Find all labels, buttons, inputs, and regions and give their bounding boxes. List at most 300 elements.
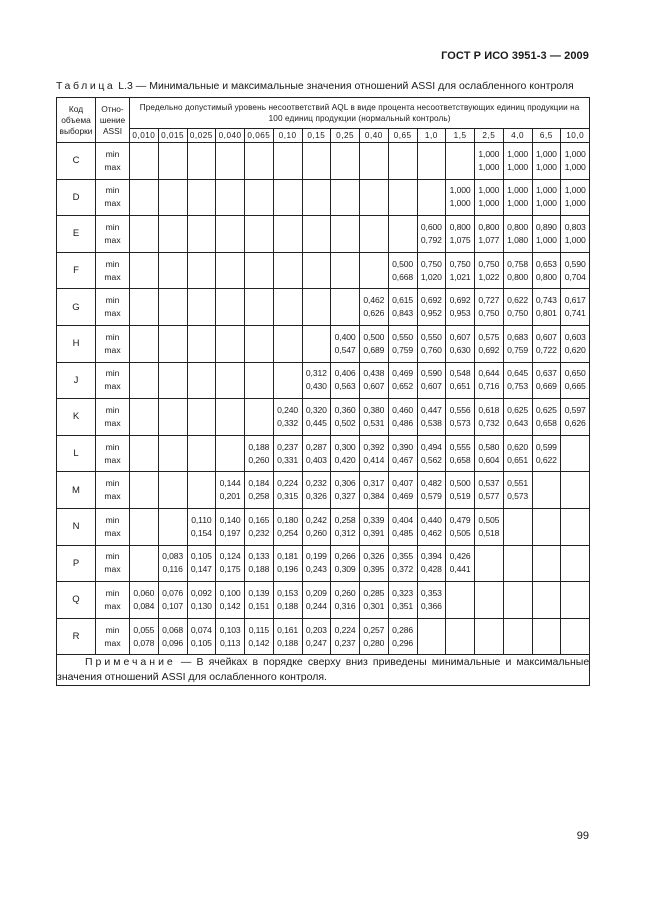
value-cell [216, 435, 245, 472]
max-value: 0,652 [392, 381, 414, 392]
value-cell [302, 289, 331, 326]
value-cell [187, 582, 216, 619]
max-value: 0,801 [535, 308, 557, 319]
min-value: 0,550 [392, 331, 414, 342]
max-value: 1,000 [478, 161, 500, 172]
max-value: 0,237 [334, 637, 356, 648]
min-max-cell [96, 143, 130, 180]
value-cell [187, 435, 216, 472]
min-value: 0,144 [219, 478, 241, 489]
min-value: 0,407 [392, 478, 414, 489]
value-cell [417, 216, 446, 253]
value-cell [532, 325, 561, 362]
min-value: 0,110 [191, 514, 212, 525]
min-value: 0,551 [507, 478, 529, 489]
value-cell [302, 618, 331, 655]
value-cell [475, 582, 504, 619]
min-max-cell [96, 545, 130, 582]
min-value: 0,115 [248, 624, 270, 635]
min-value: 0,188 [248, 441, 270, 452]
value-cell [446, 472, 475, 509]
value-cell [532, 582, 561, 619]
value-cell [302, 216, 331, 253]
max-value: 0,372 [392, 564, 414, 575]
max-value: 0,116 [162, 564, 183, 575]
value-cell [158, 472, 187, 509]
max-value: 0,658 [535, 417, 557, 428]
min-value: 0,323 [392, 587, 414, 598]
min-value: 0,068 [162, 624, 184, 635]
value-cell [273, 508, 302, 545]
value-cell [130, 582, 159, 619]
max-value: 0,750 [478, 308, 500, 319]
value-cell [245, 435, 274, 472]
value-cell [561, 289, 590, 326]
min-value: 0,394 [420, 551, 442, 562]
value-cell [446, 362, 475, 399]
min-value: 0,257 [363, 624, 385, 635]
value-cell [475, 399, 504, 436]
max-value: 0,280 [363, 637, 385, 648]
min-value: 0,548 [449, 368, 471, 379]
min-value: 0,479 [449, 514, 471, 525]
min-value: 0,404 [392, 514, 414, 525]
max-value: 0,258 [248, 491, 270, 502]
value-cell [216, 618, 245, 655]
min-value: 0,237 [277, 441, 299, 452]
value-cell [360, 143, 389, 180]
table-row [57, 289, 590, 326]
max-value: 0,232 [248, 527, 270, 538]
max-value: 0,759 [392, 344, 414, 355]
value-cell [503, 289, 532, 326]
value-cell [417, 362, 446, 399]
caption-text: L.3 — Минимальные и максимальные значения отношений ASSI для ослабленного контроля [115, 80, 574, 92]
value-cell [216, 252, 245, 289]
min-max-cell [96, 618, 130, 655]
max-label: max [104, 637, 121, 648]
value-cell [273, 545, 302, 582]
value-cell [417, 618, 446, 655]
max-value: 0,326 [305, 491, 327, 502]
min-value: 0,644 [478, 368, 500, 379]
min-value: 1,000 [564, 148, 586, 159]
value-cell [388, 252, 417, 289]
max-value: 0,604 [478, 454, 500, 465]
min-value: 0,092 [190, 587, 212, 598]
sample-code-cell: Q [57, 582, 96, 619]
min-value: 0,625 [507, 404, 529, 415]
value-cell [532, 289, 561, 326]
value-cell [446, 435, 475, 472]
value-cell [273, 582, 302, 619]
value-cell [158, 143, 187, 180]
table-row [57, 362, 590, 399]
max-value: 0,316 [334, 600, 356, 611]
value-cell [475, 252, 504, 289]
value-cell [158, 399, 187, 436]
max-value: 0,792 [420, 234, 442, 245]
min-value: 0,380 [363, 404, 385, 415]
value-cell [245, 545, 274, 582]
value-cell [388, 472, 417, 509]
table-row [57, 435, 590, 472]
max-value: 1,000 [564, 198, 586, 209]
value-cell [417, 143, 446, 180]
value-cell [475, 435, 504, 472]
table-row [57, 582, 590, 619]
header-aql: Предельно допустимый уровень несоответствий AQL в виде процента несоответствующих единиц продукции на 100 единиц продукции (нормальный контроль) [130, 98, 590, 129]
caption-label: Таблица [56, 80, 116, 92]
min-value: 0,653 [535, 258, 557, 269]
min-value: 1,000 [478, 185, 500, 196]
value-cell [273, 289, 302, 326]
value-cell [302, 362, 331, 399]
min-value: 0,625 [535, 404, 557, 415]
value-cell [331, 216, 360, 253]
max-label: max [104, 600, 121, 611]
value-cell [446, 545, 475, 582]
max-value: 0,384 [363, 491, 385, 502]
max-value: 0,312 [334, 527, 356, 538]
value-cell [561, 362, 590, 399]
min-max-cell [96, 399, 130, 436]
value-cell [158, 582, 187, 619]
max-label: max [104, 527, 121, 538]
assi-table [56, 97, 590, 686]
min-value: 0,618 [478, 404, 500, 415]
value-cell [417, 508, 446, 545]
value-cell [130, 508, 159, 545]
min-value: 1,000 [507, 148, 529, 159]
min-value: 0,692 [449, 295, 471, 306]
value-cell [475, 472, 504, 509]
value-cell [388, 179, 417, 216]
value-cell [130, 472, 159, 509]
value-cell [417, 179, 446, 216]
min-value: 0,556 [449, 404, 471, 415]
max-value: 0,445 [305, 417, 327, 428]
value-cell [245, 179, 274, 216]
table-row [57, 472, 590, 509]
min-value: 0,083 [162, 551, 184, 562]
note-label: Примечание [85, 656, 176, 669]
max-value: 0,147 [190, 564, 212, 575]
value-cell [331, 472, 360, 509]
min-value: 0,683 [507, 331, 529, 342]
max-label: max [104, 564, 121, 575]
max-value: 0,395 [363, 564, 385, 575]
min-value: 0,074 [190, 624, 212, 635]
value-cell [302, 472, 331, 509]
value-cell [532, 435, 561, 472]
value-cell [273, 179, 302, 216]
min-value: 0,600 [420, 221, 442, 232]
max-value: 0,315 [277, 491, 299, 502]
aql-header-cell: 4,0 [503, 129, 532, 143]
max-value: 0,151 [248, 600, 270, 611]
max-label: max [104, 381, 121, 392]
min-max-cell [96, 325, 130, 362]
min-label: min [105, 148, 120, 159]
min-value: 0,426 [449, 551, 471, 562]
table-row [57, 216, 590, 253]
max-value: 0,414 [363, 454, 385, 465]
value-cell [302, 252, 331, 289]
min-value: 0,750 [420, 258, 442, 269]
value-cell [446, 508, 475, 545]
max-value: 0,519 [449, 491, 471, 502]
min-value: 1,000 [507, 185, 529, 196]
value-cell [273, 143, 302, 180]
min-value: 0,153 [277, 587, 299, 598]
max-value: 0,188 [277, 637, 299, 648]
min-value: 0,287 [305, 441, 327, 452]
max-value: 0,689 [363, 344, 385, 355]
value-cell [561, 399, 590, 436]
value-cell [302, 325, 331, 362]
value-cell [561, 618, 590, 655]
min-value: 0,622 [507, 295, 529, 306]
min-value: 0,599 [535, 441, 557, 452]
table-row [57, 143, 590, 180]
max-value: 0,260 [305, 527, 327, 538]
min-value: 0,285 [363, 587, 385, 598]
value-cell [130, 618, 159, 655]
max-value: 0,753 [507, 381, 529, 392]
min-value: 0,300 [334, 441, 356, 452]
value-cell [331, 362, 360, 399]
min-value: 0,199 [305, 551, 327, 562]
max-value: 0,579 [420, 491, 442, 502]
min-value: 0,180 [277, 514, 299, 525]
value-cell [417, 325, 446, 362]
value-cell [503, 435, 532, 472]
min-value: 0,339 [363, 514, 385, 525]
min-value: 0,615 [392, 295, 414, 306]
value-cell [360, 216, 389, 253]
value-cell [388, 399, 417, 436]
min-value: 0,224 [334, 624, 356, 635]
min-value: 0,750 [478, 258, 500, 269]
min-label: min [105, 185, 120, 196]
value-cell [245, 472, 274, 509]
value-cell [475, 216, 504, 253]
value-cell [417, 399, 446, 436]
max-value: 0,651 [507, 454, 529, 465]
max-value: 1,075 [449, 234, 471, 245]
value-cell [302, 399, 331, 436]
max-value: 0,201 [219, 491, 241, 502]
max-value: 0,244 [305, 600, 327, 611]
min-value: 0,597 [564, 404, 586, 415]
sample-code-cell: R [57, 618, 96, 655]
value-cell [503, 545, 532, 582]
max-value: 0,759 [507, 344, 529, 355]
value-cell [187, 545, 216, 582]
max-value: 0,247 [305, 637, 327, 648]
max-value: 0,563 [334, 381, 356, 392]
max-value: 0,573 [507, 491, 529, 502]
value-cell [216, 179, 245, 216]
sample-code-cell: J [57, 362, 96, 399]
value-cell [216, 325, 245, 362]
max-value: 0,800 [535, 271, 557, 282]
value-cell [388, 508, 417, 545]
max-value: 1,000 [507, 198, 529, 209]
value-cell [130, 216, 159, 253]
max-value: 0,309 [334, 564, 356, 575]
max-value: 0,626 [564, 417, 586, 428]
max-value: 0,531 [363, 417, 385, 428]
sample-code-cell: F [57, 252, 96, 289]
max-value: 0,750 [507, 308, 529, 319]
value-cell [561, 435, 590, 472]
value-cell [187, 472, 216, 509]
max-value: 0,331 [277, 454, 299, 465]
value-cell [417, 289, 446, 326]
max-value: 0,420 [334, 454, 356, 465]
value-cell [503, 252, 532, 289]
min-label: min [105, 441, 120, 452]
max-value: 1,000 [535, 234, 557, 245]
value-cell [273, 325, 302, 362]
min-value: 0,266 [334, 551, 356, 562]
min-value: 0,240 [277, 404, 299, 415]
max-value: 0,142 [248, 637, 270, 648]
value-cell [503, 582, 532, 619]
value-cell [302, 545, 331, 582]
min-value: 0,607 [535, 331, 557, 342]
max-value: 0,658 [449, 454, 471, 465]
value-cell [503, 179, 532, 216]
min-value: 0,326 [363, 551, 385, 562]
value-cell [417, 472, 446, 509]
value-cell [245, 618, 274, 655]
aql-header-cell: 0,10 [273, 129, 302, 143]
max-label: max [104, 308, 121, 319]
value-cell [158, 618, 187, 655]
min-value: 0,460 [392, 404, 414, 415]
min-value: 0,645 [507, 368, 529, 379]
max-value: 0,538 [420, 417, 442, 428]
min-value: 1,000 [478, 148, 500, 159]
value-cell [331, 179, 360, 216]
max-value: 0,107 [162, 600, 184, 611]
page-number: 99 [576, 830, 589, 842]
max-value: 0,243 [305, 564, 327, 575]
max-value: 0,607 [420, 381, 442, 392]
max-value: 0,188 [277, 600, 299, 611]
value-cell [273, 216, 302, 253]
aql-header-cell: 0,40 [360, 129, 389, 143]
value-cell [331, 289, 360, 326]
sample-code-cell: L [57, 435, 96, 472]
min-value: 0,462 [363, 295, 385, 306]
value-cell [187, 508, 216, 545]
max-value: 0,486 [392, 417, 414, 428]
value-cell [360, 252, 389, 289]
value-cell [331, 618, 360, 655]
max-value: 0,716 [478, 381, 500, 392]
min-label: min [105, 295, 120, 306]
min-max-cell [96, 216, 130, 253]
value-cell [187, 143, 216, 180]
max-value: 0,626 [363, 308, 385, 319]
value-cell [216, 508, 245, 545]
max-value: 0,607 [363, 381, 385, 392]
value-cell [158, 216, 187, 253]
value-cell [273, 472, 302, 509]
table-row [57, 545, 590, 582]
value-cell [245, 325, 274, 362]
max-value: 1,022 [478, 271, 500, 282]
min-label: min [105, 331, 120, 342]
value-cell [273, 362, 302, 399]
value-cell [532, 143, 561, 180]
min-value: 0,800 [478, 221, 500, 232]
table-row [57, 252, 590, 289]
value-cell [245, 399, 274, 436]
value-cell [503, 216, 532, 253]
max-value: 1,000 [449, 198, 471, 209]
max-value: 0,078 [133, 637, 155, 648]
min-value: 0,617 [564, 295, 586, 306]
min-value: 0,353 [420, 587, 442, 598]
min-value: 0,312 [305, 368, 327, 379]
min-value: 1,000 [535, 148, 557, 159]
min-value: 0,890 [535, 221, 557, 232]
value-cell [417, 252, 446, 289]
min-value: 0,355 [392, 551, 414, 562]
max-value: 0,547 [334, 344, 356, 355]
header-sample-code: Код объема выборки [57, 98, 96, 143]
value-cell [187, 362, 216, 399]
max-value: 0,577 [478, 491, 500, 502]
min-value: 0,124 [219, 551, 241, 562]
value-cell [561, 508, 590, 545]
min-value: 0,550 [420, 331, 442, 342]
max-value: 0,441 [449, 564, 471, 575]
value-cell [130, 325, 159, 362]
value-cell [216, 143, 245, 180]
max-value: 0,669 [535, 381, 557, 392]
max-value: 0,469 [392, 491, 414, 502]
min-value: 0,607 [449, 331, 471, 342]
max-value: 0,620 [564, 344, 586, 355]
value-cell [503, 143, 532, 180]
value-cell [446, 582, 475, 619]
sample-code-cell: M [57, 472, 96, 509]
value-cell [245, 143, 274, 180]
sample-code-cell: H [57, 325, 96, 362]
value-cell [561, 143, 590, 180]
max-value: 1,000 [564, 234, 586, 245]
max-value: 1,020 [420, 271, 442, 282]
min-value: 1,000 [564, 185, 586, 196]
value-cell [331, 252, 360, 289]
value-cell [187, 216, 216, 253]
max-value: 0,485 [392, 527, 414, 538]
min-value: 0,800 [507, 221, 529, 232]
min-value: 0,406 [334, 368, 356, 379]
value-cell [360, 435, 389, 472]
value-cell [388, 143, 417, 180]
max-label: max [104, 454, 121, 465]
min-value: 0,076 [162, 587, 184, 598]
value-cell [187, 325, 216, 362]
sample-code-cell: G [57, 289, 96, 326]
